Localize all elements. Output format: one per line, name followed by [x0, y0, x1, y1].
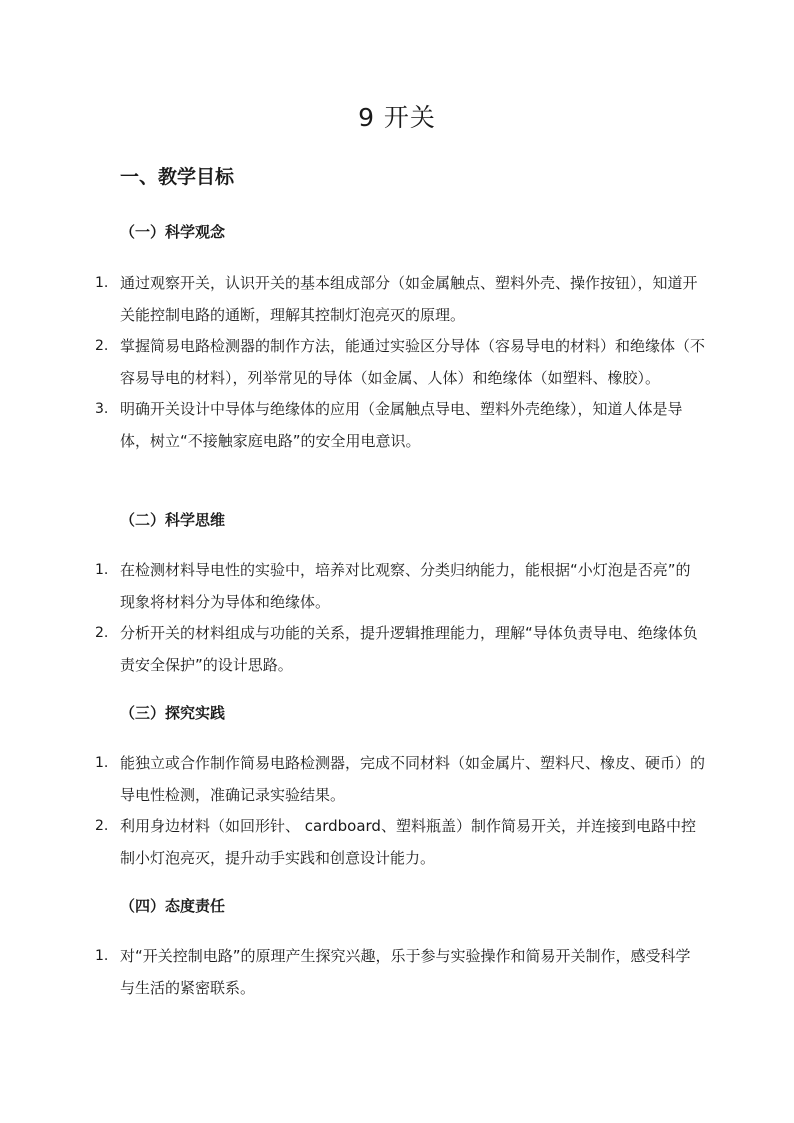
- attitude-responsibility-list: [95, 941, 705, 1004]
- list-item: [95, 811, 705, 874]
- section-heading-teaching-goals: 一、教学目标: [120, 166, 235, 188]
- list-item: [95, 748, 705, 811]
- subsection-heading-inquiry-practice: （三）探究实践: [120, 704, 226, 722]
- list-item-text: 分析开关的材料组成与功能的关系，提升逻辑推理能力，理解“导体负责导电、绝缘体负责安全保护”的设计思路。: [120, 624, 698, 674]
- list-number: 1.: [95, 948, 109, 964]
- list-item: [95, 941, 705, 1004]
- subsection-heading-science-concepts: （一）科学观念: [120, 223, 226, 241]
- science-thinking-list: [95, 555, 705, 681]
- list-number: 2.: [95, 625, 109, 641]
- subsection-heading-science-thinking: （二）科学思维: [120, 511, 226, 529]
- list-item-text: 能独立或合作制作简易电路检测器，完成不同材料（如金属片、塑料尺、橡皮、硬币）的导电性检测，准确记录实验结果。: [120, 754, 706, 804]
- list-item: [95, 331, 705, 394]
- list-number: 1.: [95, 562, 109, 578]
- list-item: [95, 555, 705, 618]
- list-number: 2.: [95, 818, 109, 834]
- list-number: 3.: [95, 401, 109, 417]
- list-item: [95, 394, 705, 457]
- list-number: 2.: [95, 338, 109, 354]
- science-concepts-list: [95, 268, 705, 457]
- list-number: 1.: [95, 275, 109, 291]
- document-title: 9 开关: [358, 103, 436, 132]
- list-item-text: 明确开关设计中导体与绝缘体的应用（金属触点导电、塑料外壳绝缘），知道人体是导体，树立“不接触家庭电路”的安全用电意识。: [120, 400, 683, 450]
- list-item: [95, 268, 705, 331]
- list-item-text: 在检测材料导电性的实验中，培养对比观察、分类归纳能力，能根据“小灯泡是否亮”的现象将材料分为导体和绝缘体。: [120, 561, 691, 611]
- list-item-text: 对“开关控制电路”的原理产生探究兴趣，乐于参与实验操作和简易开关制作，感受科学与生活的紧密联系。: [120, 947, 691, 997]
- list-item-text: 掌握简易电路检测器的制作方法，能通过实验区分导体（容易导电的材料）和绝缘体（不容易导电的材料），列举常见的导体（如金属、人体）和绝缘体（如塑料、橡胶）。: [120, 337, 706, 387]
- list-number: 1.: [95, 755, 109, 771]
- list-item-text: 通过观察开关，认识开关的基本组成部分（如金属触点、塑料外壳、操作按钮），知道开关能控制电路的通断，理解其控制灯泡亮灭的原理。: [120, 274, 698, 324]
- list-item: [95, 618, 705, 681]
- list-item-text: 利用身边材料（如回形针、 cardboard、塑料瓶盖）制作简易开关，并连接到电路中控制小灯泡亮灭，提升动手实践和创意设计能力。: [120, 817, 696, 867]
- subsection-heading-attitude-responsibility: （四）态度责任: [120, 897, 226, 915]
- inquiry-practice-list: [95, 748, 705, 874]
